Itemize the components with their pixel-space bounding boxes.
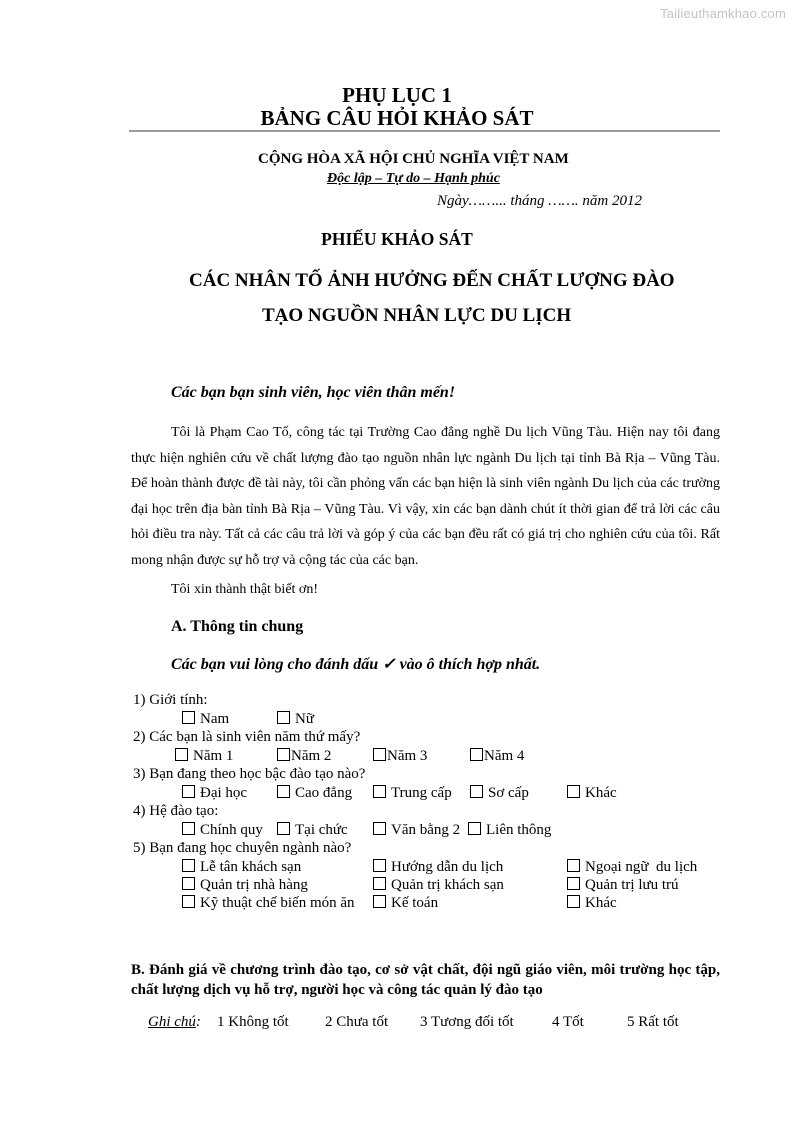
scale-2: 2 Chưa tốt (325, 1014, 389, 1030)
checkbox-icon[interactable] (182, 822, 195, 835)
option-qt-luu-tru[interactable]: Quản trị lưu trú (567, 877, 679, 894)
checkbox-icon[interactable] (277, 822, 290, 835)
thanks-line: Tôi xin thành thật biết ơn! (171, 582, 318, 597)
option-qt-khach-san[interactable]: Quản trị khách sạn (373, 877, 504, 894)
checkbox-icon[interactable] (277, 785, 290, 798)
form-subtitle-line1: CÁC NHÂN TỐ ẢNH HƯỞNG ĐẾN CHẤT LƯỢNG ĐÀO (189, 270, 675, 291)
option-qt-nha-hang[interactable]: Quản trị nhà hàng (182, 877, 308, 894)
checkbox-icon[interactable] (277, 711, 290, 724)
checkbox-icon[interactable] (373, 748, 386, 761)
note-label: Ghi chú (148, 1014, 196, 1030)
title-divider (129, 130, 720, 132)
form-title: PHIẾU KHẢO SÁT (321, 229, 473, 249)
checkbox-icon[interactable] (373, 785, 386, 798)
option-khac-bac[interactable]: Khác (567, 785, 617, 802)
checkbox-icon[interactable] (182, 895, 195, 908)
national-name: CỘNG HÒA XÃ HỘI CHỦ NGHĨA VIỆT NAM (258, 151, 569, 167)
option-nam[interactable]: Nam (182, 711, 229, 728)
option-so-cap[interactable]: Sơ cấp (470, 785, 529, 802)
option-nam-3[interactable]: Năm 3 (373, 748, 427, 765)
checkbox-icon[interactable] (182, 711, 195, 724)
checkbox-icon[interactable] (182, 785, 195, 798)
option-nam-1[interactable]: Năm 1 (175, 748, 233, 765)
checkbox-icon[interactable] (373, 895, 386, 908)
section-a-instruction: Các bạn vui lòng cho đánh dấu ✓ vào ô thích hợp nhất. (171, 656, 541, 673)
date-line: Ngày……... tháng ……. năm 2012 (437, 193, 643, 209)
question-2-label: 2) Các bạn là sinh viên năm thứ mấy? (133, 729, 361, 745)
checkbox-icon[interactable] (277, 748, 290, 761)
option-nu[interactable]: Nữ (277, 711, 314, 728)
form-subtitle-line2: TẠO NGUỒN NHÂN LỰC DU LỊCH (262, 305, 572, 326)
checkbox-icon[interactable] (567, 785, 580, 798)
checkbox-icon[interactable] (373, 859, 386, 872)
option-van-bang-2[interactable]: Văn bằng 2 (373, 822, 460, 839)
option-tai-chuc[interactable]: Tại chức (277, 822, 348, 839)
option-khac-nganh[interactable]: Khác (567, 895, 617, 912)
question-3-label: 3) Bạn đang theo học bậc đào tạo nào? (133, 766, 366, 782)
appendix-title: PHỤ LỤC 1 (342, 83, 452, 107)
rating-legend: Ghi chú: (148, 1014, 201, 1030)
scale-5: 5 Rất tốt (627, 1014, 679, 1030)
option-chinh-quy[interactable]: Chính quy (182, 822, 263, 839)
checkbox-icon[interactable] (567, 877, 580, 890)
checkbox-icon[interactable] (373, 822, 386, 835)
checkbox-icon[interactable] (567, 895, 580, 908)
checkbox-icon[interactable] (470, 748, 483, 761)
checkbox-icon[interactable] (468, 822, 481, 835)
greeting: Các bạn bạn sinh viên, học viên thân mến! (171, 384, 456, 401)
option-dai-hoc[interactable]: Đại học (182, 785, 247, 802)
option-nam-2[interactable]: Năm 2 (277, 748, 331, 765)
checkbox-icon[interactable] (182, 877, 195, 890)
option-ke-toan[interactable]: Kế toán (373, 895, 438, 912)
section-b-heading: B. Đánh giá về chương trình đào tạo, cơ sở vật chất, đội ngũ giáo viên, môi trường học tập, chất lượng dịch vụ hỗ trợ, người học và công tác quản lý đào tạo (131, 962, 720, 998)
intro-paragraph-text: Tôi là Phạm Cao Tố, công tác tại Trường Cao đẳng nghề Du lịch Vũng Tàu. Hiện nay tôi đang thực hiện nghiên cứu về chất lượng đào tạo nguồn nhân lực ngành Du lịch tại tỉnh Bà Rịa – Vũng Tàu. Để hoàn thành được đề tài này, tôi cần phỏng vấn các bạn hiện là sinh viên ngành Du lịch của các trường đại học trên địa bàn tỉnh Bà Rịa – Vũng Tàu. Vì vậy, xin các bạn dành chút ít thời gian để trả lời các câu hỏi điều tra này. Tất cả các câu trả lời và góp ý của các bạn đều rất có giá trị cho nghiên cứu của tôi. Rất mong nhận được sự hỗ trợ và cộng tác của các bạn. (131, 425, 720, 568)
checkbox-icon[interactable] (175, 748, 188, 761)
checkbox-icon[interactable] (470, 785, 483, 798)
option-nam-4[interactable]: Năm 4 (470, 748, 524, 765)
option-huong-dan[interactable]: Hướng dẫn du lịch (373, 859, 503, 876)
option-ky-thuat-che-bien[interactable]: Kỹ thuật chế biến món ăn (182, 895, 355, 912)
option-le-tan[interactable]: Lễ tân khách sạn (182, 859, 301, 876)
question-5-label: 5) Bạn đang học chuyên ngành nào? (133, 840, 352, 856)
scale-3: 3 Tương đối tốt (420, 1014, 514, 1030)
checkbox-icon[interactable] (567, 859, 580, 872)
option-cao-dang[interactable]: Cao đẳng (277, 785, 352, 802)
section-a-heading: A. Thông tin chung (171, 618, 304, 635)
national-motto: Độc lập – Tự do – Hạnh phúc (327, 171, 500, 186)
question-1-label: 1) Giới tính: (133, 692, 208, 708)
intro-paragraph (131, 420, 720, 573)
question-4-label: 4) Hệ đào tạo: (133, 803, 219, 819)
option-trung-cap[interactable]: Trung cấp (373, 785, 452, 802)
option-lien-thong[interactable]: Liên thông (468, 822, 551, 839)
checkbox-icon[interactable] (373, 877, 386, 890)
checkbox-icon[interactable] (182, 859, 195, 872)
watermark: Tailieuthamkhao.com (660, 6, 786, 21)
scale-1: 1 Không tốt (217, 1014, 289, 1030)
option-ngoai-ngu[interactable]: Ngoại ngữ du lịch (567, 859, 697, 876)
appendix-subtitle: BẢNG CÂU HỎI KHẢO SÁT (260, 106, 534, 130)
scale-4: 4 Tốt (552, 1014, 584, 1030)
